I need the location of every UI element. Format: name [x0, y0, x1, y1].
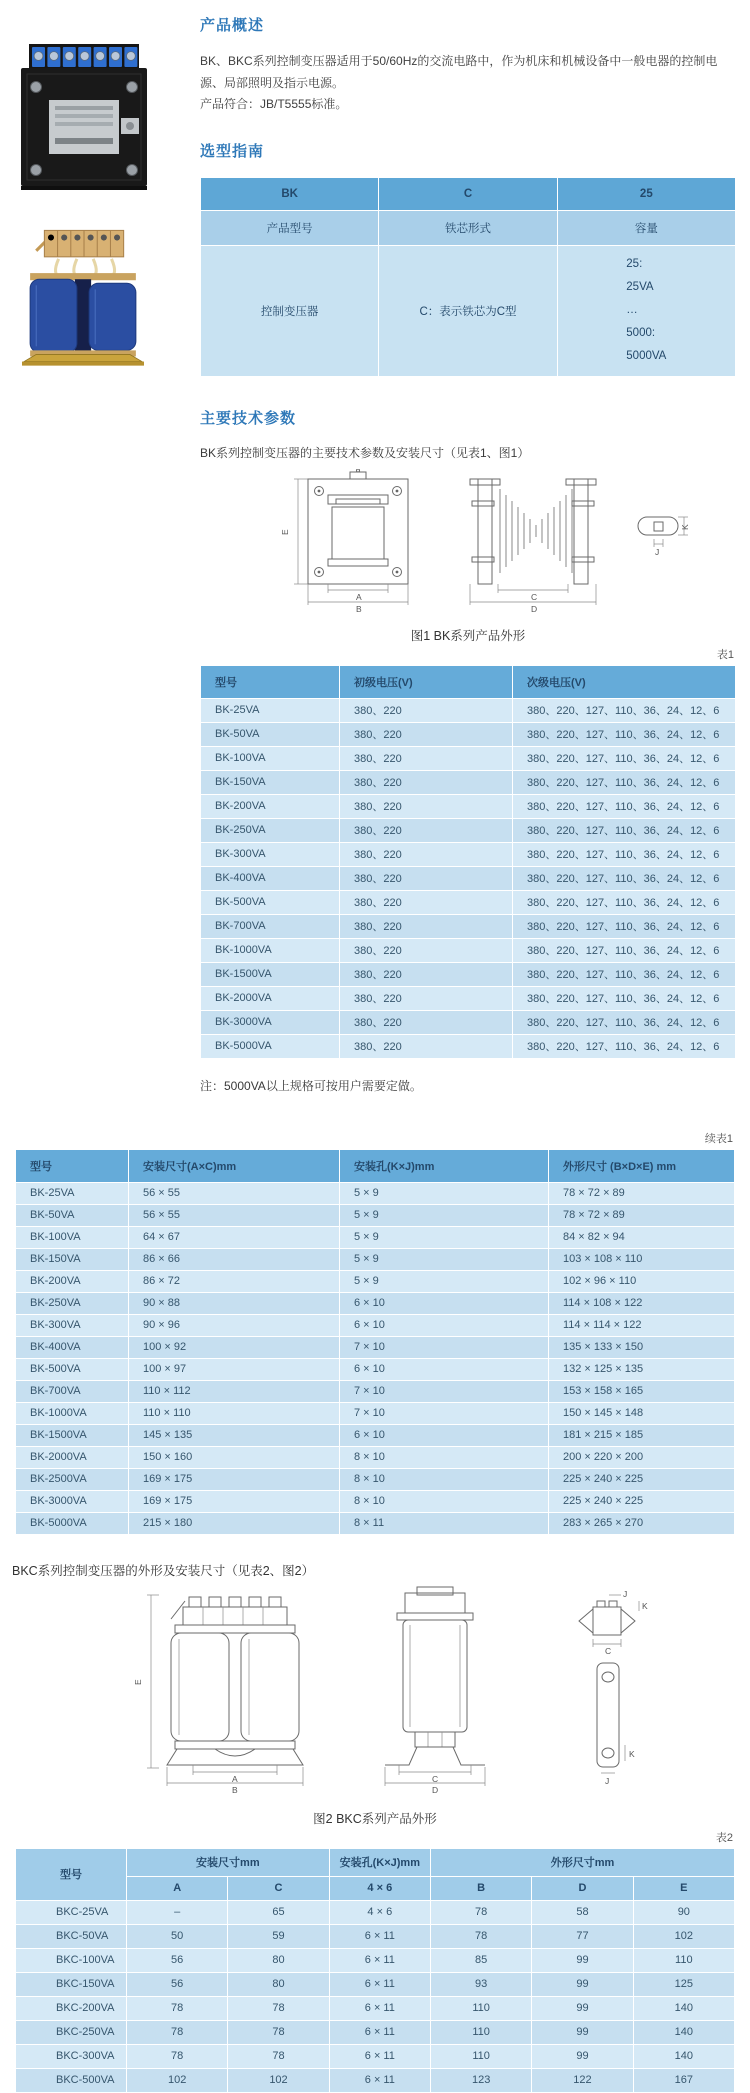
cell-hole: 7 × 10: [340, 1380, 549, 1402]
cell-model: BK-1500VA: [16, 1424, 129, 1446]
cell-secondary: 380、220、127、110、36、24、12、6: [513, 986, 736, 1010]
figure2-drawing: [75, 1585, 675, 1800]
capacity-line: 25:: [626, 258, 643, 271]
cell-model: BKC-25VA: [16, 1900, 127, 1924]
cell-model: BK-500VA: [201, 890, 340, 914]
table-row: [16, 1948, 735, 1972]
cell-d: 58: [532, 1900, 633, 1924]
cont-table-tag: 续表1: [704, 1132, 733, 1145]
cell-c: 78: [228, 1996, 329, 2020]
product-photo-bk: [18, 42, 150, 192]
overview-line1: BK、BKC系列控制变压器适用于50/60Hz的交流电路中，作为机床和机械设备中一般电器的控制电源、局部照明及指示电源。: [200, 54, 718, 90]
cell-c: 65: [228, 1900, 329, 1924]
cell-model: BK-300VA: [16, 1314, 129, 1336]
cell-secondary: 380、220、127、110、36、24、12、6: [513, 794, 736, 818]
figure2: [15, 1585, 735, 1827]
col-secondary-voltage: 次级电压(V): [513, 665, 736, 698]
table-row: [201, 842, 736, 866]
cell-model: BK-300VA: [201, 842, 340, 866]
cell-e: 90: [633, 1900, 734, 1924]
dim-label-j: J: [655, 546, 660, 557]
cell-outline: 200 × 220 × 200: [549, 1446, 735, 1468]
dim-label-a: A: [356, 591, 362, 602]
cell-hole: 8 × 11: [340, 1512, 549, 1534]
table-row: [16, 1900, 735, 1924]
selection-guide-heading: 选型指南: [200, 142, 265, 160]
table-row: [201, 746, 736, 770]
cell-primary: 380、220: [340, 962, 513, 986]
cell-hole: 6 × 11: [329, 2044, 430, 2068]
col-mount-size: 安装尺寸mm: [127, 1848, 330, 1876]
cell-model: BK-3000VA: [16, 1490, 129, 1512]
cell-hole: 6 × 10: [340, 1358, 549, 1380]
col-mount-size: 安装尺寸(A×C)mm: [129, 1149, 340, 1182]
table1-tag: 表1: [716, 648, 734, 661]
code-capacity: 25: [557, 177, 735, 210]
cell-mount: 169 × 175: [129, 1468, 340, 1490]
table-row: [16, 2044, 735, 2068]
overview-heading: 产品概述: [200, 17, 265, 34]
table-row: [16, 1490, 735, 1512]
cell-primary: 380、220: [340, 1034, 513, 1058]
cell-a: 78: [127, 2044, 228, 2068]
cell-outline: 114 × 114 × 122: [549, 1314, 735, 1336]
code-series: BK: [201, 177, 379, 210]
cell-b: 78: [430, 1900, 531, 1924]
cell-primary: 380、220: [340, 698, 513, 722]
cell-primary: 380、220: [340, 986, 513, 1010]
cell-d: 99: [532, 1972, 633, 1996]
cell-mount: 169 × 175: [129, 1490, 340, 1512]
cell-mount: 110 × 112: [129, 1380, 340, 1402]
cell-e: 125: [633, 1972, 734, 1996]
cell-a: 56: [127, 1972, 228, 1996]
cell-c: 80: [228, 1948, 329, 1972]
cell-secondary: 380、220、127、110、36、24、12、6: [513, 890, 736, 914]
table-row: [16, 1468, 735, 1490]
table-row: [16, 1512, 735, 1534]
dim-label-k2: K: [629, 1748, 635, 1759]
table-row: [16, 1924, 735, 1948]
dim-label-e: E: [280, 529, 290, 535]
tech-params-heading: 主要技术参数: [200, 409, 297, 427]
dim-label-d: D: [432, 1784, 439, 1795]
cell-secondary: 380、220、127、110、36、24、12、6: [513, 938, 736, 962]
cell-hole: 8 × 10: [340, 1468, 549, 1490]
cell-a: 56: [127, 1948, 228, 1972]
cell-primary: 380、220: [340, 818, 513, 842]
cell-b: 110: [430, 1996, 531, 2020]
cell-hole: 5 × 9: [340, 1270, 549, 1292]
cell-model: BK-5000VA: [16, 1512, 129, 1534]
selection-label-row: [201, 210, 736, 245]
cell-primary: 380、220: [340, 746, 513, 770]
figure2-caption: 图2 BKC系列产品外形: [313, 1811, 437, 1826]
dim-label-e: E: [133, 1679, 143, 1685]
cell-outline: 150 × 145 × 148: [549, 1402, 735, 1424]
cell-secondary: 380、220、127、110、36、24、12、6: [513, 818, 736, 842]
cell-primary: 380、220: [340, 938, 513, 962]
figure1-caption: 图1 BK系列产品外形: [410, 628, 526, 643]
cell-outline: 153 × 158 × 165: [549, 1380, 735, 1402]
cell-hole: 5 × 9: [340, 1226, 549, 1248]
cell-c: 102: [228, 2068, 329, 2092]
capacity-line: 25VA: [626, 281, 654, 294]
cell-primary: 380、220: [340, 866, 513, 890]
cell-mount: 110 × 110: [129, 1402, 340, 1424]
table-row: [16, 1996, 735, 2020]
cell-hole: 6 × 11: [329, 1972, 430, 1996]
table-row: [201, 1034, 736, 1058]
cell-model: BKC-300VA: [16, 2044, 127, 2068]
table-row: [16, 1972, 735, 1996]
code-core: C: [379, 177, 557, 210]
capacity-line: 5000VA: [626, 350, 667, 363]
cell-model: BKC-200VA: [16, 1996, 127, 2020]
table-row: [16, 1314, 735, 1336]
cell-d: 99: [532, 1996, 633, 2020]
product-photo-bkc: [22, 228, 144, 366]
dim-label-k: K: [642, 1600, 648, 1611]
cell-hole: 6 × 10: [340, 1314, 549, 1336]
cell-primary: 380、220: [340, 770, 513, 794]
subcol-c: C: [228, 1876, 329, 1900]
cell-model: BK-100VA: [16, 1226, 129, 1248]
col-mount-hole: 安装孔(K×J)mm: [340, 1149, 549, 1182]
table-row: [16, 1424, 735, 1446]
selection-guide-table: [200, 177, 736, 377]
dim-label-b: B: [356, 603, 362, 614]
subcol-e: E: [633, 1876, 734, 1900]
cell-hole: 5 × 9: [340, 1182, 549, 1204]
subcol-b: B: [430, 1876, 531, 1900]
cell-model: BK-2500VA: [16, 1468, 129, 1490]
cell-e: 110: [633, 1948, 734, 1972]
top-section: [0, 14, 750, 1128]
table-row: [16, 2020, 735, 2044]
cell-e: 140: [633, 2020, 734, 2044]
table-row: [16, 2068, 735, 2092]
cell-outline: 132 × 125 × 135: [549, 1358, 735, 1380]
cell-primary: 380、220: [340, 842, 513, 866]
dim-label-b: B: [232, 1784, 238, 1795]
cell-mount: 100 × 92: [129, 1336, 340, 1358]
cell-mount: 56 × 55: [129, 1204, 340, 1226]
cell-hole: 4 × 6: [329, 1900, 430, 1924]
cell-hole: 7 × 10: [340, 1402, 549, 1424]
table-row: [201, 890, 736, 914]
cell-secondary: 380、220、127、110、36、24、12、6: [513, 1010, 736, 1034]
capacity-line: 5000:: [626, 327, 656, 340]
table-row: [201, 914, 736, 938]
cell-d: 122: [532, 2068, 633, 2092]
cell-a: 78: [127, 2020, 228, 2044]
cell-c: 78: [228, 2044, 329, 2068]
cell-secondary: 380、220、127、110、36、24、12、6: [513, 698, 736, 722]
cell-secondary: 380、220、127、110、36、24、12、6: [513, 914, 736, 938]
cell-secondary: 380、220、127、110、36、24、12、6: [513, 866, 736, 890]
cell-outline: 135 × 133 × 150: [549, 1336, 735, 1358]
cell-hole: 5 × 9: [340, 1248, 549, 1270]
cell-model: BK-200VA: [16, 1270, 129, 1292]
cell-hole: 7 × 10: [340, 1336, 549, 1358]
value-model: 控制变压器: [201, 245, 379, 376]
cell-secondary: 380、220、127、110、36、24、12、6: [513, 842, 736, 866]
dim-label-j: J: [623, 1588, 628, 1599]
label-model: 产品型号: [201, 210, 379, 245]
cell-primary: 380、220: [340, 722, 513, 746]
cell-model: BK-25VA: [201, 698, 340, 722]
table-header-row: [201, 665, 736, 698]
cell-outline: 114 × 108 × 122: [549, 1292, 735, 1314]
col-model: 型号: [16, 1149, 129, 1182]
table-row: [16, 1336, 735, 1358]
cell-secondary: 380、220、127、110、36、24、12、6: [513, 1034, 736, 1058]
cell-model: BK-1000VA: [16, 1402, 129, 1424]
cell-model: BKC-50VA: [16, 1924, 127, 1948]
cell-hole: 6 × 11: [329, 2020, 430, 2044]
cell-model: BK-400VA: [16, 1336, 129, 1358]
cell-hole: 5 × 9: [340, 1204, 549, 1226]
main-content-column: [200, 14, 750, 1128]
cell-primary: 380、220: [340, 794, 513, 818]
table-row: [201, 722, 736, 746]
cell-mount: 215 × 180: [129, 1512, 340, 1534]
cell-e: 167: [633, 2068, 734, 2092]
cell-outline: 84 × 82 × 94: [549, 1226, 735, 1248]
bk-voltage-table: [200, 665, 736, 1059]
value-capacity: [557, 245, 735, 376]
bkc-intro-text: BKC系列控制变压器的外形及安装尺寸（见表2、图2）: [12, 1563, 315, 1578]
label-capacity: 容量: [557, 210, 735, 245]
cell-c: 59: [228, 1924, 329, 1948]
cell-hole: 6 × 11: [329, 2068, 430, 2092]
cell-model: BK-50VA: [16, 1204, 129, 1226]
table-row: [16, 1248, 735, 1270]
cell-mount: 56 × 55: [129, 1182, 340, 1204]
cell-model: BK-250VA: [201, 818, 340, 842]
table-header-row: [16, 1149, 735, 1182]
cell-model: BKC-250VA: [16, 2020, 127, 2044]
col-primary-voltage: 初级电压(V): [340, 665, 513, 698]
col-mount-hole: 安装孔(K×J)mm: [329, 1848, 430, 1876]
cell-hole: 8 × 10: [340, 1490, 549, 1512]
col-model: 型号: [16, 1848, 127, 1900]
cell-model: BK-700VA: [16, 1380, 129, 1402]
table-row: [201, 866, 736, 890]
cell-secondary: 380、220、127、110、36、24、12、6: [513, 722, 736, 746]
subcol-a: A: [127, 1876, 228, 1900]
overview-line2: 产品符合：JB/T5555标准。: [200, 97, 348, 112]
cell-outline: 78 × 72 × 89: [549, 1182, 735, 1204]
cell-primary: 380、220: [340, 914, 513, 938]
cell-model: BK-1000VA: [201, 938, 340, 962]
table-row: [16, 1380, 735, 1402]
cell-outline: 102 × 96 × 110: [549, 1270, 735, 1292]
table-row: [201, 962, 736, 986]
table-row: [201, 938, 736, 962]
wide-section: [0, 1130, 750, 2093]
cell-b: 110: [430, 2020, 531, 2044]
col-outline-size: 外形尺寸 (B×D×E) mm: [549, 1149, 735, 1182]
cell-a: 78: [127, 1996, 228, 2020]
capacity-lines: [626, 253, 666, 368]
table-row: [16, 1358, 735, 1380]
table-row: [16, 1446, 735, 1468]
table-header-row: [16, 1848, 735, 1876]
figure1: [200, 469, 736, 644]
cell-model: BK-3000VA: [201, 1010, 340, 1034]
bk-dimensions-table: [15, 1149, 735, 1535]
cell-b: 93: [430, 1972, 531, 1996]
cell-d: 99: [532, 1948, 633, 1972]
table-row: [16, 1204, 735, 1226]
table-row: [201, 1010, 736, 1034]
table-row: [201, 986, 736, 1010]
cell-hole: 6 × 10: [340, 1424, 549, 1446]
cell-outline: 283 × 265 × 270: [549, 1512, 735, 1534]
cell-model: BK-150VA: [16, 1248, 129, 1270]
cell-model: BK-5000VA: [201, 1034, 340, 1058]
table-row: [16, 1226, 735, 1248]
cell-model: BK-2000VA: [16, 1446, 129, 1468]
cell-hole: 6 × 11: [329, 1948, 430, 1972]
table-row: [201, 698, 736, 722]
custom-order-note: 注：5000VA以上规格可按用户需要定做。: [200, 1078, 422, 1093]
subcol-d: D: [532, 1876, 633, 1900]
cell-secondary: 380、220、127、110、36、24、12、6: [513, 770, 736, 794]
dim-label-c: C: [432, 1773, 439, 1784]
cell-outline: 103 × 108 × 110: [549, 1248, 735, 1270]
cell-mount: 86 × 72: [129, 1270, 340, 1292]
cell-model: BKC-100VA: [16, 1948, 127, 1972]
cell-b: 85: [430, 1948, 531, 1972]
cell-hole: 8 × 10: [340, 1446, 549, 1468]
cell-hole: 6 × 11: [329, 1924, 430, 1948]
col-outline-size: 外形尺寸mm: [430, 1848, 734, 1876]
table2-tag: 表2: [715, 1831, 733, 1844]
cell-model: BK-100VA: [201, 746, 340, 770]
cell-mount: 90 × 96: [129, 1314, 340, 1336]
cell-a: –: [127, 1900, 228, 1924]
cell-hole: 6 × 11: [329, 1996, 430, 2020]
cell-mount: 100 × 97: [129, 1358, 340, 1380]
table-row: [16, 1270, 735, 1292]
cell-c: 80: [228, 1972, 329, 1996]
subcol-hole: 4 × 6: [329, 1876, 430, 1900]
cell-outline: 225 × 240 × 225: [549, 1490, 735, 1512]
cell-model: BK-400VA: [201, 866, 340, 890]
cell-model: BK-25VA: [16, 1182, 129, 1204]
cell-model: BK-150VA: [201, 770, 340, 794]
cell-outline: 181 × 215 × 185: [549, 1424, 735, 1446]
cell-primary: 380、220: [340, 890, 513, 914]
cell-outline: 78 × 72 × 89: [549, 1204, 735, 1226]
cell-model: BK-700VA: [201, 914, 340, 938]
dim-label-c2: C: [605, 1645, 612, 1656]
bk-intro-text: BK系列控制变压器的主要技术参数及安装尺寸（见表1、图1）: [200, 445, 530, 460]
cell-outline: 225 × 240 × 225: [549, 1468, 735, 1490]
cell-model: BKC-150VA: [16, 1972, 127, 1996]
table-row: [16, 1292, 735, 1314]
table-row: [16, 1182, 735, 1204]
cell-mount: 64 × 67: [129, 1226, 340, 1248]
cell-c: 78: [228, 2020, 329, 2044]
table-row: [201, 794, 736, 818]
col-model: 型号: [201, 665, 340, 698]
value-core: C：表示铁芯为C型: [379, 245, 557, 376]
cell-a: 50: [127, 1924, 228, 1948]
cell-model: BK-200VA: [201, 794, 340, 818]
cell-a: 102: [127, 2068, 228, 2092]
label-core: 铁芯形式: [379, 210, 557, 245]
dim-label-d: D: [531, 603, 538, 614]
dim-label-k: K: [680, 524, 690, 530]
cell-mount: 86 × 66: [129, 1248, 340, 1270]
bkc-dimensions-table: [15, 1848, 735, 2093]
cell-e: 140: [633, 2044, 734, 2068]
cell-b: 110: [430, 2044, 531, 2068]
cell-secondary: 380、220、127、110、36、24、12、6: [513, 746, 736, 770]
cell-mount: 145 × 135: [129, 1424, 340, 1446]
cell-model: BK-250VA: [16, 1292, 129, 1314]
cell-b: 123: [430, 2068, 531, 2092]
cell-b: 78: [430, 1924, 531, 1948]
dim-label-j2: J: [605, 1775, 610, 1786]
cell-secondary: 380、220、127、110、36、24、12、6: [513, 962, 736, 986]
cell-primary: 380、220: [340, 1010, 513, 1034]
cell-e: 140: [633, 1996, 734, 2020]
cell-d: 99: [532, 2020, 633, 2044]
cell-hole: 6 × 10: [340, 1292, 549, 1314]
cell-mount: 90 × 88: [129, 1292, 340, 1314]
cell-model: BKC-500VA: [16, 2068, 127, 2092]
cell-model: BK-1500VA: [201, 962, 340, 986]
overview-paragraph: [200, 51, 736, 116]
cell-mount: 150 × 160: [129, 1446, 340, 1468]
cell-d: 77: [532, 1924, 633, 1948]
product-photos-column: [0, 14, 200, 1128]
selection-value-row: [201, 245, 736, 376]
table-row: [201, 818, 736, 842]
cell-model: BK-50VA: [201, 722, 340, 746]
capacity-line: …: [626, 304, 638, 317]
cell-e: 102: [633, 1924, 734, 1948]
dim-label-c: C: [531, 591, 538, 602]
cell-model: BK-500VA: [16, 1358, 129, 1380]
table-row: [201, 770, 736, 794]
selection-code-row: [201, 177, 736, 210]
table-row: [16, 1402, 735, 1424]
dim-label-a: A: [232, 1773, 238, 1784]
cell-d: 99: [532, 2044, 633, 2068]
figure1-drawing: [238, 469, 698, 617]
cell-model: BK-2000VA: [201, 986, 340, 1010]
